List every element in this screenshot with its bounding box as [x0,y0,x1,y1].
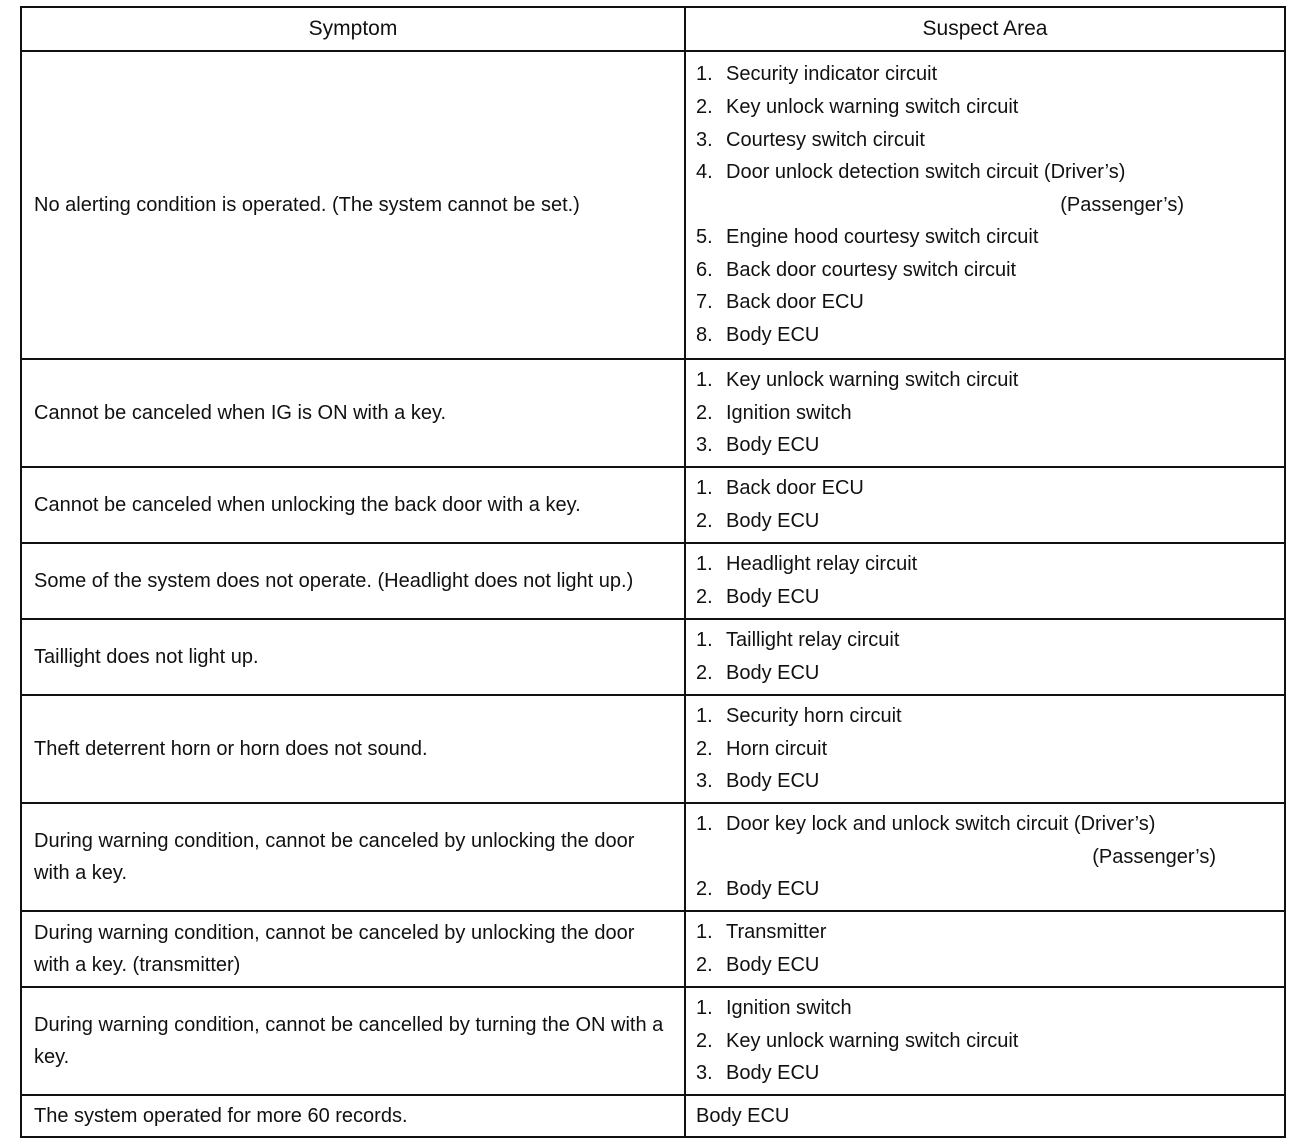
suspect-item-text: Key unlock warning switch circuit [726,369,1019,392]
suspect-item-number: 1. [696,813,713,836]
table-row [21,987,1285,1095]
suspect-item-number: 2. [696,586,713,608]
table-row [21,51,1285,359]
suspect-item-number: 1. [696,369,713,392]
symptom-cell: Theft deterrent horn or horn does not sound. [21,695,685,803]
suspect-item-number: 1. [696,997,713,1020]
symptom-cell: Cannot be canceled when IG is ON with a key. [21,359,685,467]
suspect-item [696,657,1274,690]
suspect-item [696,916,1274,949]
suspect-item [696,548,1274,581]
suspect-item [696,286,1274,319]
suspect-area-cell [685,695,1285,803]
suspect-item-text: Security indicator circuit [726,63,938,86]
suspect-item-number: 2. [696,954,713,976]
header-symptom: Symptom [21,7,685,51]
suspect-item [696,624,1274,657]
header-suspect-area: Suspect Area [685,7,1285,51]
symptom-cell: Some of the system does not operate. (Headlight does not light up.) [21,543,685,619]
table-row [21,359,1285,467]
suspect-item [696,505,1274,538]
troubleshooting-table [20,6,1286,1138]
symptom-cell: During warning condition, cannot be canceled by unlocking the door with a key. (transmitter) [21,911,685,987]
suspect-item-text: Headlight relay circuit [726,553,918,576]
suspect-item-text: Key unlock warning switch circuit [726,1029,1019,1052]
suspect-item-text: Door unlock detection switch circuit (Driver’s) [726,161,1126,184]
suspect-item [696,472,1274,505]
suspect-item-text: Ignition switch [726,401,852,424]
suspect-item-text: Courtesy switch circuit [726,128,925,151]
suspect-item-number: 3. [696,434,713,457]
suspect-item-text: Ignition switch [726,997,852,1020]
suspect-item-text: Back door ECU [726,477,864,500]
suspect-area-cell [685,987,1285,1095]
suspect-item-text: Horn circuit [726,737,828,760]
symptom-cell: Taillight does not light up. [21,619,685,695]
suspect-item [696,700,1274,733]
suspect-item-number: 1. [696,553,713,576]
symptom-cell: No alerting condition is operated. (The system cannot be set.) [21,51,685,359]
suspect-item-number: 1. [696,63,713,86]
suspect-item [696,765,1274,798]
suspect-item-number: 1. [696,921,713,944]
suspect-item-number: 8. [696,324,713,347]
suspect-item [696,992,1274,1025]
suspect-item-text: Body ECU [726,510,820,532]
suspect-item [696,91,1274,124]
suspect-area-cell [685,1095,1285,1137]
symptom-cell: During warning condition, cannot be cancelled by turning the ON with a key. [21,987,685,1095]
suspect-item [696,429,1274,462]
suspect-item [696,124,1274,157]
suspect-item-number: 7. [696,291,713,314]
symptom-cell: During warning condition, cannot be canceled by unlocking the door with a key. [21,803,685,911]
suspect-area-cell [685,803,1285,911]
suspect-item-text: Body ECU [726,324,820,347]
suspect-item [696,397,1274,430]
suspect-item-number: 3. [696,1062,713,1085]
suspect-item-number: 5. [696,226,713,249]
suspect-item [696,949,1274,982]
suspect-item-text: Body ECU [726,586,820,608]
suspect-item [696,156,1274,189]
suspect-item-number: 2. [696,878,713,901]
suspect-item [696,189,1274,222]
suspect-item-text: Body ECU [696,1104,790,1127]
symptom-cell: The system operated for more 60 records. [21,1095,685,1137]
suspect-area-cell [685,543,1285,619]
symptom-cell: Cannot be canceled when unlocking the back door with a key. [21,467,685,543]
suspect-item [696,221,1274,254]
suspect-item-number: 1. [696,629,713,652]
suspect-item-number: 2. [696,1029,713,1052]
suspect-area-cell [685,51,1285,359]
table-row [21,467,1285,543]
suspect-item-number: 3. [696,128,713,151]
suspect-item-continuation: (Passenger’s) [1092,845,1216,868]
suspect-item [696,808,1274,841]
suspect-item [696,254,1274,287]
suspect-item-text: Body ECU [726,434,820,457]
suspect-item [696,873,1274,906]
suspect-item-number: 6. [696,258,713,281]
suspect-item-number: 4. [696,161,713,184]
suspect-item-text: Door key lock and unlock switch circuit (Driver’s) [726,813,1156,836]
suspect-item-number: 2. [696,662,713,684]
suspect-item [696,733,1274,766]
table-row [21,543,1285,619]
suspect-item-text: Taillight relay circuit [726,629,900,652]
suspect-item [696,1025,1274,1058]
suspect-item-text: Transmitter [726,921,827,944]
suspect-item-number: 1. [696,705,713,728]
suspect-area-cell [685,467,1285,543]
suspect-item-text: Engine hood courtesy switch circuit [726,226,1039,249]
suspect-item-text: Key unlock warning switch circuit [726,95,1019,118]
suspect-area-cell [685,911,1285,987]
suspect-item-number: 2. [696,510,713,532]
table-row [21,911,1285,987]
suspect-item [696,319,1274,352]
suspect-item-text: Body ECU [726,878,820,901]
suspect-item-text: Body ECU [726,1062,820,1085]
table-row [21,1095,1285,1137]
suspect-item-text: Body ECU [726,770,820,793]
suspect-item-continuation: (Passenger’s) [1060,193,1184,216]
suspect-item-text: Back door ECU [726,291,864,314]
suspect-item-number: 2. [696,95,713,118]
table-header-row [21,7,1285,51]
suspect-item [696,58,1274,91]
suspect-item-number: 2. [696,737,713,760]
suspect-item-text: Back door courtesy switch circuit [726,258,1017,281]
suspect-item-text: Security horn circuit [726,705,902,728]
table-row [21,695,1285,803]
suspect-area-cell [685,619,1285,695]
suspect-item-text: Body ECU [726,954,820,976]
suspect-item [696,364,1274,397]
suspect-item-text: Body ECU [726,662,820,684]
suspect-item [696,1100,1274,1133]
table-row [21,619,1285,695]
table-row [21,803,1285,911]
suspect-item [696,581,1274,614]
suspect-item-number: 1. [696,477,713,500]
suspect-item-number: 2. [696,401,713,424]
suspect-area-cell [685,359,1285,467]
suspect-item [696,1057,1274,1090]
suspect-item [696,841,1274,874]
suspect-item-number: 3. [696,770,713,793]
